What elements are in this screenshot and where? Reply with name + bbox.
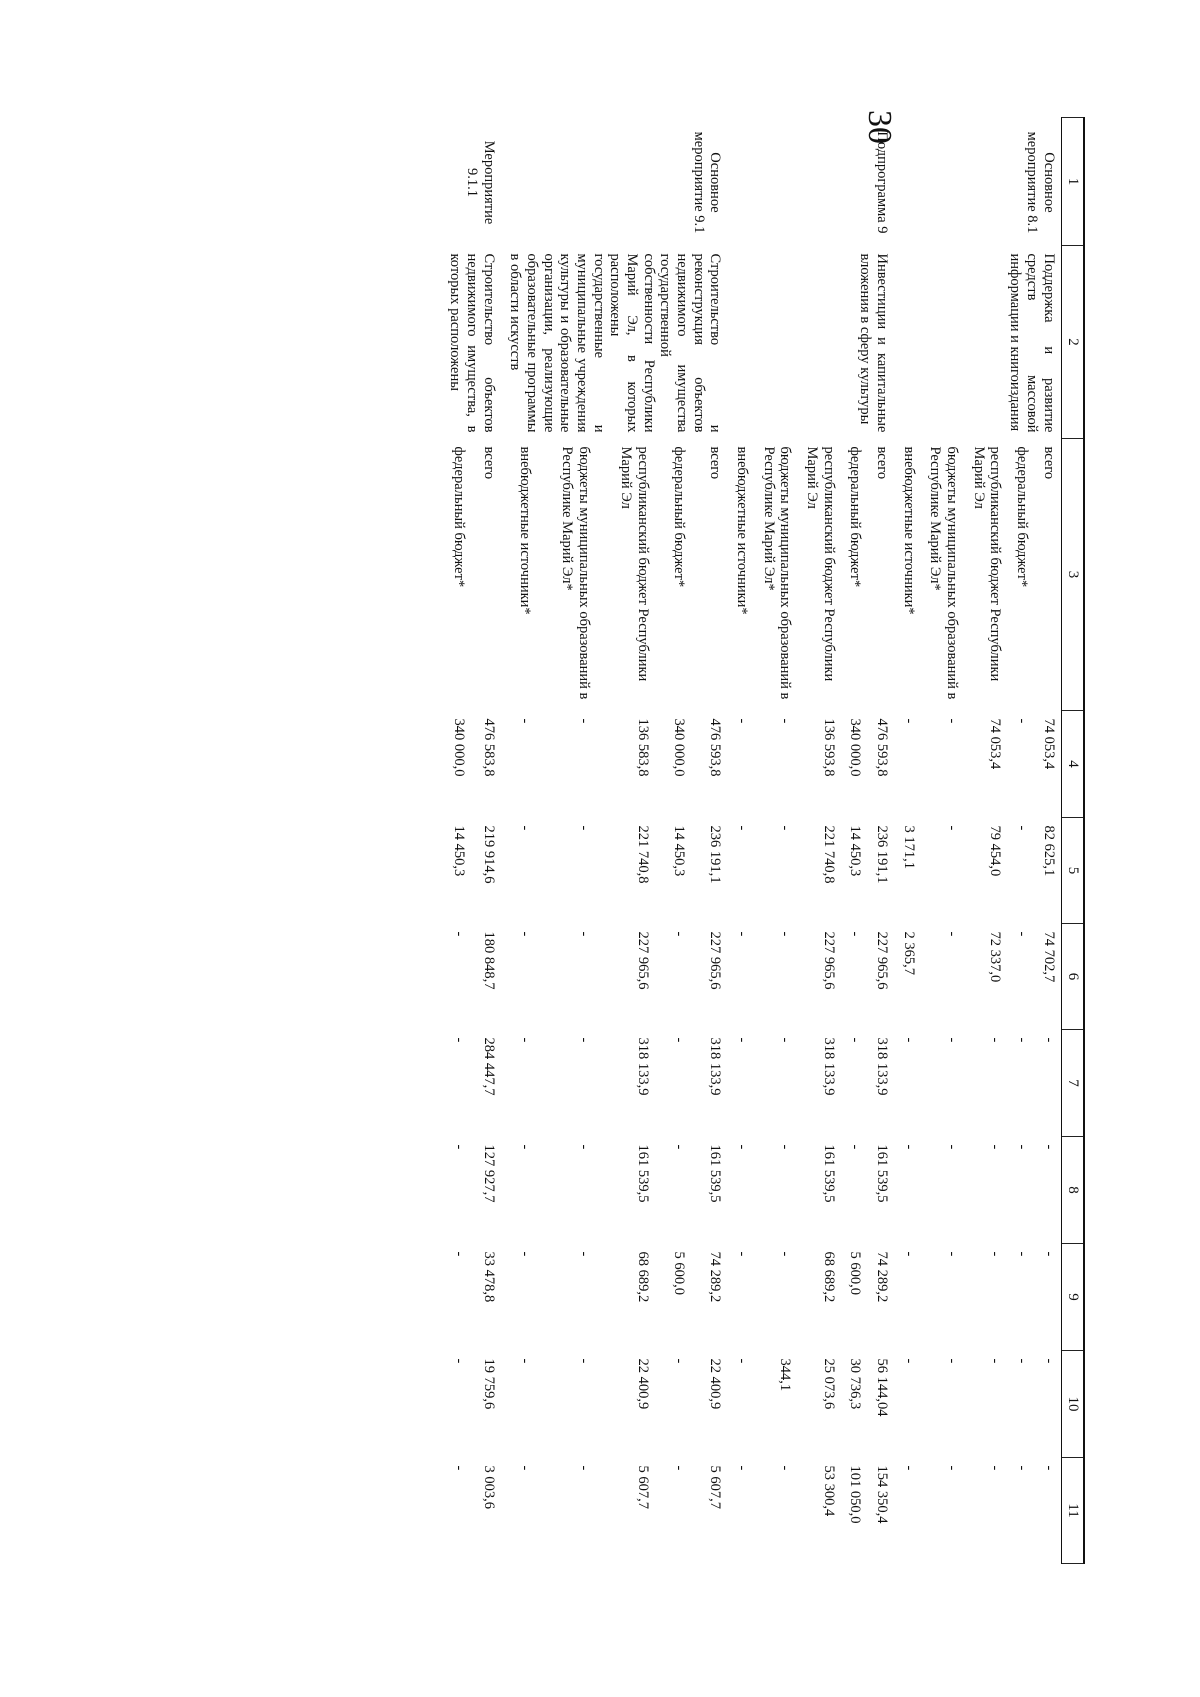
activity-code-cell: Основное мероприятие 8.1 (1024, 131, 1057, 234)
value-cell-col-5: - (575, 825, 592, 831)
funding-source-cell: федеральный бюджет* (1014, 446, 1031, 588)
value-cell-col-10: - (516, 1358, 533, 1364)
value-cell-col-9: 68 689,2 (820, 1251, 837, 1303)
value-cell-col-8: - (944, 1144, 961, 1150)
column-header-1: 1 (1061, 118, 1084, 246)
value-cell-col-5: 82 625,1 (1040, 825, 1057, 877)
value-cell-col-10: 344,1 (777, 1358, 794, 1392)
value-cell-col-11: - (1040, 1465, 1057, 1471)
column-header-10: 10 (1061, 1351, 1084, 1458)
value-cell-col-9: - (1014, 1251, 1031, 1257)
value-cell-col-11: - (671, 1465, 688, 1471)
value-cell-col-9: - (944, 1251, 961, 1257)
value-cell-col-4: 340 000,0 (671, 718, 688, 777)
value-cell-col-10: 30 736,3 (847, 1358, 864, 1410)
value-cell-col-5: 79 454,0 (987, 825, 1004, 877)
value-cell-col-8: - (671, 1144, 688, 1150)
value-cell-col-5: 14 450,3 (450, 825, 467, 877)
value-cell-col-8: - (777, 1144, 794, 1150)
funding-source-cell: бюджеты муниципальных образований в Республике Марий Эл* (927, 446, 961, 700)
activity-code-cell: Подпрограмма 9 (874, 131, 891, 234)
value-cell-col-6: 74 702,7 (1040, 931, 1057, 983)
value-cell-col-7: 318 133,9 (634, 1037, 651, 1096)
value-cell-col-4: 340 000,0 (847, 718, 864, 777)
value-cell-col-7: 318 133,9 (707, 1037, 724, 1096)
value-cell-col-8: 127 927,7 (480, 1144, 497, 1203)
value-cell-col-6: 227 965,6 (707, 931, 724, 990)
value-cell-col-8: - (450, 1144, 467, 1150)
value-cell-col-6: 72 337,0 (987, 931, 1004, 983)
funding-source-cell: бюджеты муниципальных образований в Республике Марий Эл* (559, 446, 592, 700)
table-row (471, 118, 501, 1564)
value-cell-col-4: - (1014, 718, 1031, 724)
value-cell-col-10: - (900, 1358, 917, 1364)
value-cell-col-5: 236 191,1 (874, 825, 891, 884)
funding-source-cell: бюджеты муниципальных образований в Республике Марий Эл* (760, 446, 794, 700)
value-cell-col-7: - (847, 1037, 864, 1043)
value-cell-col-11: - (516, 1465, 533, 1471)
value-cell-col-10: - (575, 1358, 592, 1364)
value-cell-col-6: - (575, 931, 592, 937)
column-header-11: 11 (1061, 1458, 1084, 1564)
column-header-3: 3 (1061, 439, 1084, 711)
table-row (1034, 118, 1061, 1564)
funding-source-cell: всего (1040, 446, 1057, 480)
value-cell-col-5: 219 914,6 (480, 825, 497, 884)
table-body (441, 118, 1062, 1564)
value-cell-col-9: - (734, 1251, 751, 1257)
value-cell-col-8: - (1040, 1144, 1057, 1150)
table-row (691, 118, 727, 1564)
value-cell-col-6: - (516, 931, 533, 937)
value-cell-col-9: 68 689,2 (634, 1251, 651, 1303)
value-cell-col-4: 476 593,8 (874, 718, 891, 777)
activity-name-cell: Строительство и реконструкция объектов недвижимого имущества государственной собственности Республики Марий Эл, в которых расположены государственные и муниципальные учреждения культуры и образовательные организации, реализующие образовательные программы в области искусств (507, 253, 724, 433)
value-cell-col-10: - (1040, 1358, 1057, 1364)
value-cell-col-6: - (450, 931, 467, 937)
value-cell-col-9: 5 600,0 (847, 1251, 864, 1295)
value-cell-col-10: - (1014, 1358, 1031, 1364)
value-cell-col-6: 227 965,6 (874, 931, 891, 990)
value-cell-col-10: - (671, 1358, 688, 1364)
value-cell-col-6: - (777, 931, 794, 937)
value-cell-col-5: 221 740,8 (820, 825, 837, 884)
activity-name-cell: Поддержка и развитие средств массовой информации и книгоиздания (1007, 253, 1057, 433)
value-cell-col-5: - (1014, 825, 1031, 831)
value-cell-col-6: - (734, 931, 751, 937)
value-cell-col-11: - (450, 1465, 467, 1471)
value-cell-col-8: 161 539,5 (874, 1144, 891, 1203)
value-cell-col-9: 5 600,0 (671, 1251, 688, 1295)
activity-name-cell: Строительство объектов недвижимого имущества, в которых расположены (447, 253, 497, 433)
value-cell-col-9: - (777, 1251, 794, 1257)
value-cell-col-8: 161 539,5 (820, 1144, 837, 1203)
funding-source-cell: республиканский бюджет Республики Марий Эл (618, 446, 651, 682)
value-cell-col-4: - (575, 718, 592, 724)
value-cell-col-5: 14 450,3 (671, 825, 688, 877)
value-cell-col-6: 180 848,7 (480, 931, 497, 990)
value-cell-col-7: - (1040, 1037, 1057, 1043)
value-cell-col-5: 221 740,8 (634, 825, 651, 884)
value-cell-col-4: - (944, 718, 961, 724)
value-cell-col-11: 5 607,7 (707, 1465, 724, 1509)
value-cell-col-7: - (575, 1037, 592, 1043)
value-cell-col-5: - (777, 825, 794, 831)
value-cell-col-11: - (987, 1465, 1004, 1471)
value-cell-col-9: - (1040, 1251, 1057, 1257)
funding-source-cell: республиканский бюджет Республики Марий Эл (970, 446, 1004, 682)
value-cell-col-4: - (777, 718, 794, 724)
value-cell-col-9: - (900, 1251, 917, 1257)
value-cell-col-4: 476 583,8 (480, 718, 497, 777)
value-cell-col-8: - (847, 1144, 864, 1150)
value-cell-col-7: - (987, 1037, 1004, 1043)
value-cell-col-11: 53 300,4 (820, 1465, 837, 1517)
value-cell-col-8: - (575, 1144, 592, 1150)
value-cell-col-4: 136 583,8 (634, 718, 651, 777)
funding-source-cell: федеральный бюджет* (847, 446, 864, 588)
value-cell-col-7: 318 133,9 (820, 1037, 837, 1096)
value-cell-col-9: - (575, 1251, 592, 1257)
page-number: 30 (861, 110, 898, 144)
value-cell-col-4: 74 053,4 (1040, 718, 1057, 770)
value-cell-col-9: 33 478,8 (480, 1251, 497, 1303)
value-cell-col-10: - (987, 1358, 1004, 1364)
value-cell-col-10: 22 400,9 (707, 1358, 724, 1410)
value-cell-col-6: - (671, 931, 688, 937)
value-cell-col-11: 5 607,7 (634, 1465, 651, 1509)
funding-source-cell: всего (707, 446, 724, 480)
funding-source-cell: республиканский бюджет Республики Марий Эл (804, 446, 837, 682)
value-cell-col-8: - (516, 1144, 533, 1150)
column-header-5: 5 (1061, 818, 1084, 924)
value-cell-col-7: - (944, 1037, 961, 1043)
value-cell-col-10: - (944, 1358, 961, 1364)
value-cell-col-5: - (516, 825, 533, 831)
column-header-2: 2 (1061, 246, 1084, 439)
value-cell-col-5: 3 171,1 (900, 825, 917, 869)
value-cell-col-7: 284 447,7 (480, 1037, 497, 1096)
budget-table (441, 117, 1085, 1564)
value-cell-col-8: - (734, 1144, 751, 1150)
value-cell-col-5: 14 450,3 (847, 825, 864, 877)
value-cell-col-7: - (900, 1037, 917, 1043)
column-header-8: 8 (1061, 1137, 1084, 1244)
column-header-7: 7 (1061, 1030, 1084, 1137)
value-cell-col-11: 101 050,0 (847, 1465, 864, 1524)
value-cell-col-8: 161 539,5 (634, 1144, 651, 1203)
funding-source-cell: внебюджетные источники* (900, 446, 917, 615)
value-cell-col-11: 3 003,6 (480, 1465, 497, 1509)
value-cell-col-10: - (734, 1358, 751, 1364)
column-header-6: 6 (1061, 924, 1084, 1030)
funding-source-cell: всего (480, 446, 497, 480)
value-cell-col-6: 2 365,7 (900, 931, 917, 975)
value-cell-col-10: 56 144,04 (874, 1358, 891, 1417)
funding-source-cell: внебюджетные источники* (516, 446, 533, 615)
value-cell-col-5: 236 191,1 (707, 825, 724, 884)
value-cell-col-7: 318 133,9 (874, 1037, 891, 1096)
value-cell-col-11: 154 350,4 (874, 1465, 891, 1524)
value-cell-col-8: 161 539,5 (707, 1144, 724, 1203)
funding-source-cell: федеральный бюджет* (450, 446, 467, 588)
value-cell-col-10: 25 073,6 (820, 1358, 837, 1410)
value-cell-col-4: - (734, 718, 751, 724)
value-cell-col-5: - (734, 825, 751, 831)
funding-source-cell: федеральный бюджет* (671, 446, 688, 588)
header-row (1061, 118, 1084, 1564)
value-cell-col-11: - (777, 1465, 794, 1471)
value-cell-col-11: - (944, 1465, 961, 1471)
value-cell-col-11: - (575, 1465, 592, 1471)
table-row (867, 118, 894, 1564)
value-cell-col-6: - (847, 931, 864, 937)
budget-table-container (210, 117, 1085, 1563)
value-cell-col-11: - (900, 1465, 917, 1471)
value-cell-col-5: - (944, 825, 961, 831)
value-cell-col-11: - (1014, 1465, 1031, 1471)
value-cell-col-6: - (944, 931, 961, 937)
value-cell-col-9: - (450, 1251, 467, 1257)
value-cell-col-7: - (516, 1037, 533, 1043)
value-cell-col-10: 22 400,9 (634, 1358, 651, 1410)
activity-code-cell: Мероприятие 9.1.1 (463, 140, 497, 225)
value-cell-col-4: - (900, 718, 917, 724)
value-cell-col-9: - (516, 1251, 533, 1257)
value-cell-col-7: - (734, 1037, 751, 1043)
value-cell-col-7: - (450, 1037, 467, 1043)
value-cell-col-7: - (777, 1037, 794, 1043)
value-cell-col-4: 136 593,8 (820, 718, 837, 777)
value-cell-col-6: 227 965,6 (820, 931, 837, 990)
activity-code-cell: Основное мероприятие 9.1 (690, 131, 724, 234)
value-cell-col-8: - (987, 1144, 1004, 1150)
value-cell-col-7: - (671, 1037, 688, 1043)
value-cell-col-10: - (450, 1358, 467, 1364)
activity-name-cell: Инвестиции и капитальные вложения в сферу культуры (857, 253, 891, 433)
funding-source-cell: всего (874, 446, 891, 480)
value-cell-col-9: - (987, 1251, 1004, 1257)
value-cell-col-9: 74 289,2 (874, 1251, 891, 1303)
value-cell-col-11: - (734, 1465, 751, 1471)
value-cell-col-8: - (900, 1144, 917, 1150)
value-cell-col-8: - (1014, 1144, 1031, 1150)
value-cell-col-4: 476 593,8 (707, 718, 724, 777)
value-cell-col-4: 74 053,4 (987, 718, 1004, 770)
column-header-9: 9 (1061, 1244, 1084, 1351)
value-cell-col-10: 19 759,6 (480, 1358, 497, 1410)
value-cell-col-6: - (1014, 931, 1031, 937)
value-cell-col-4: - (516, 718, 533, 724)
value-cell-col-6: 227 965,6 (634, 931, 651, 990)
funding-source-cell: внебюджетные источники* (734, 446, 751, 615)
column-header-4: 4 (1061, 711, 1084, 818)
value-cell-col-7: - (1014, 1037, 1031, 1043)
value-cell-col-9: 74 289,2 (707, 1251, 724, 1303)
value-cell-col-4: 340 000,0 (450, 718, 467, 777)
